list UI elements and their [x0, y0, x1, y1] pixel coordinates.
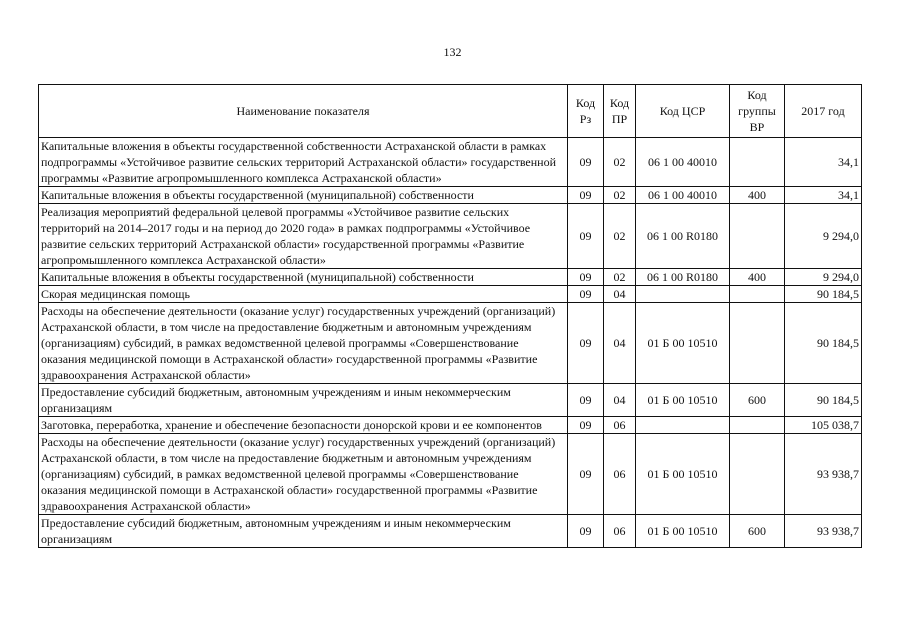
header-csr: Код ЦСР: [636, 85, 730, 138]
row-amount: 34,1: [785, 187, 862, 204]
row-pr: 04: [604, 303, 636, 384]
row-vr: 400: [730, 187, 785, 204]
row-amount: 93 938,7: [785, 434, 862, 515]
row-rz: 09: [568, 384, 604, 417]
row-amount: 90 184,5: [785, 384, 862, 417]
row-name: Капитальные вложения в объекты государственной (муниципальной) собственности: [39, 269, 568, 286]
row-pr: 06: [604, 434, 636, 515]
row-csr: 06 1 00 R0180: [636, 204, 730, 269]
row-rz: 09: [568, 434, 604, 515]
row-amount: 9 294,0: [785, 269, 862, 286]
row-csr: 06 1 00 40010: [636, 138, 730, 187]
header-vr: Код группы ВР: [730, 85, 785, 138]
row-csr: [636, 286, 730, 303]
row-rz: 09: [568, 417, 604, 434]
row-pr: 02: [604, 269, 636, 286]
budget-table: [38, 84, 862, 548]
row-rz: 09: [568, 286, 604, 303]
row-pr: 04: [604, 286, 636, 303]
row-name: Расходы на обеспечение деятельности (оказание услуг) государственных учреждений (организаций) Астраханской области, в том числе на предоставление бюджетным и автономным учреждениям (организациям) субсидий, в рамках ведомственной целевой программы «Совершенствование оказания медицинской помощи в Астраханской области» государственной программы «Развитие здравоохранения Астраханской области»: [39, 434, 568, 515]
row-name: Капитальные вложения в объекты государственной (муниципальной) собственности: [39, 187, 568, 204]
row-name: Скорая медицинская помощь: [39, 286, 568, 303]
header-rz: Код Рз: [568, 85, 604, 138]
table-row: [39, 187, 862, 204]
row-amount: 105 038,7: [785, 417, 862, 434]
row-csr: 06 1 00 R0180: [636, 269, 730, 286]
header-pr: Код ПР: [604, 85, 636, 138]
table-row: [39, 417, 862, 434]
row-pr: 02: [604, 187, 636, 204]
row-pr: 02: [604, 138, 636, 187]
row-rz: 09: [568, 187, 604, 204]
table-row: [39, 204, 862, 269]
row-name: Предоставление субсидий бюджетным, автономным учреждениям и иным некоммерческим организациям: [39, 384, 568, 417]
row-csr: 01 Б 00 10510: [636, 303, 730, 384]
table-row: [39, 515, 862, 548]
header-name: Наименование показателя: [39, 85, 568, 138]
table-row: [39, 138, 862, 187]
row-csr: [636, 417, 730, 434]
row-vr: [730, 417, 785, 434]
row-rz: 09: [568, 303, 604, 384]
table-row: [39, 286, 862, 303]
row-amount: 90 184,5: [785, 303, 862, 384]
row-csr: 01 Б 00 10510: [636, 384, 730, 417]
row-vr: [730, 303, 785, 384]
row-csr: 01 Б 00 10510: [636, 515, 730, 548]
row-amount: 90 184,5: [785, 286, 862, 303]
row-pr: 06: [604, 417, 636, 434]
row-pr: 04: [604, 384, 636, 417]
row-pr: 06: [604, 515, 636, 548]
table-row: [39, 269, 862, 286]
row-name: Предоставление субсидий бюджетным, автономным учреждениям и иным некоммерческим организациям: [39, 515, 568, 548]
row-rz: 09: [568, 204, 604, 269]
row-name: Расходы на обеспечение деятельности (оказание услуг) государственных учреждений (организаций) Астраханской области, в том числе на предоставление бюджетным и автономным учреждениям (организациям) субсидий, в рамках ведомственной целевой программы «Совершенствование оказания медицинской помощи в Астраханской области» государственной программы «Развитие здравоохранения Астраханской области»: [39, 303, 568, 384]
row-name: Заготовка, переработка, хранение и обеспечение безопасности донорской крови и ее компонентов: [39, 417, 568, 434]
header-year: 2017 год: [785, 85, 862, 138]
row-csr: 01 Б 00 10510: [636, 434, 730, 515]
row-amount: 34,1: [785, 138, 862, 187]
row-csr: 06 1 00 40010: [636, 187, 730, 204]
row-vr: 600: [730, 384, 785, 417]
row-name: Реализация мероприятий федеральной целевой программы «Устойчивое развитие сельских территорий на 2014–2017 годы и на период до 2020 года» в рамках подпрограммы «Устойчивое развитие сельских территорий Астраханской области» государственной программы «Развитие агропромышленного комплекса Астраханской области»: [39, 204, 568, 269]
table-row: [39, 303, 862, 384]
row-vr: [730, 204, 785, 269]
page-number: 132: [443, 45, 462, 59]
row-rz: 09: [568, 515, 604, 548]
row-vr: 600: [730, 515, 785, 548]
row-vr: 400: [730, 269, 785, 286]
row-amount: 93 938,7: [785, 515, 862, 548]
row-pr: 02: [604, 204, 636, 269]
table-header-row: [39, 85, 862, 138]
row-rz: 09: [568, 138, 604, 187]
table-row: [39, 384, 862, 417]
row-amount: 9 294,0: [785, 204, 862, 269]
row-rz: 09: [568, 269, 604, 286]
row-vr: [730, 434, 785, 515]
table-row: [39, 434, 862, 515]
row-vr: [730, 138, 785, 187]
row-name: Капитальные вложения в объекты государственной собственности Астраханской области в рамках подпрограммы «Устойчивое развитие сельских территорий Астраханской области» государственной программы «Развитие агропромышленного комплекса Астраханской области»: [39, 138, 568, 187]
row-vr: [730, 286, 785, 303]
